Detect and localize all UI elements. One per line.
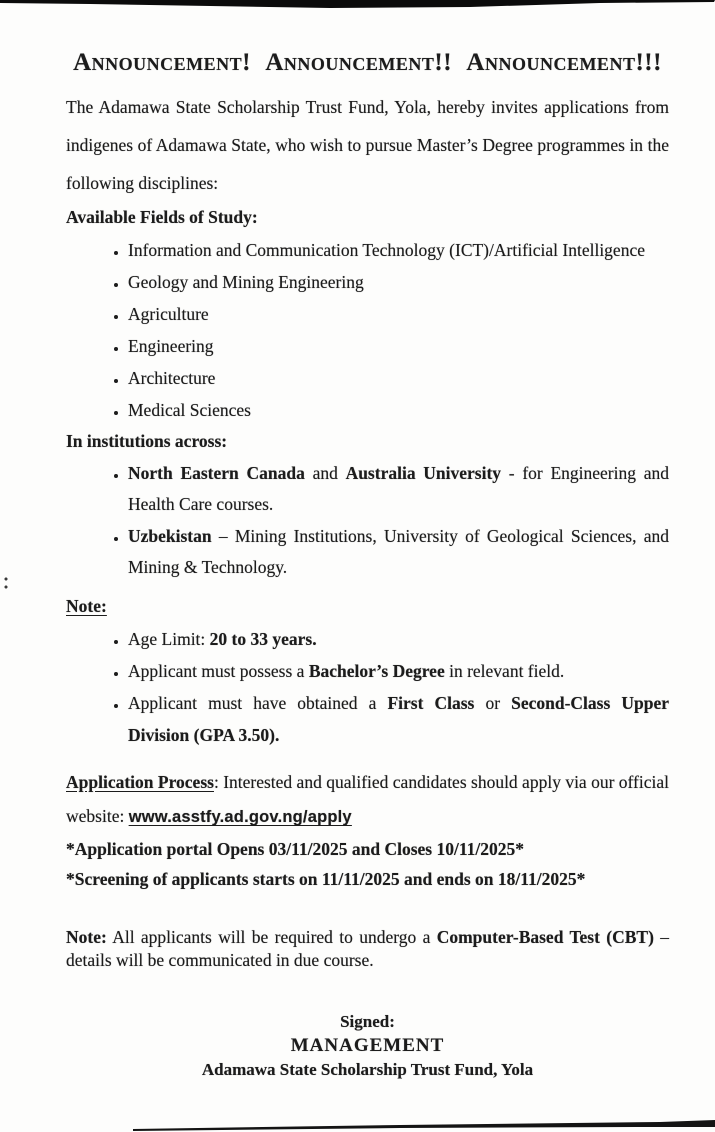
organization-name: Adamawa State Scholarship Trust Fund, Yola [201,1060,534,1079]
note-item: • Applicant must possess a Bachelor’s Degree in relevant field. [128,655,669,687]
note-item: • Age Limit: 20 to 33 years. [128,623,669,655]
note-heading: Note: [66,596,107,616]
cbt-note-paragraph: Note: All applicants will be required to undergo a Computer-Based Test (CBT) – details will be communicated in due course. [66,927,670,970]
field-item: • Agriculture [128,298,669,330]
scan-smudge-artifact [4,576,8,590]
institutions-heading: In institutions across: [66,431,228,451]
scan-edge-bottom [0,1118,715,1132]
page-title: Announcement! Announcement!! Announcement!!! [73,49,662,76]
intro-paragraph: The Adamawa State Scholarship Trust Fund, Yola, hereby invites applications from indigenes of Adamawa State, who wish to pursue Master’s Degree programmes in the following disciplines: [66,97,669,193]
application-paragraph: Application Process: Interested and qualified candidates should apply via our official website: www.asstfy.ad.gov.ng/apply [66,772,669,826]
application-process-heading: Application Process [66,772,214,792]
portal-dates-line: *Application portal Opens 03/11/2025 and Closes 10/11/2025* [66,839,524,859]
field-item: • Architecture [128,362,669,394]
cbt-note-label: Note: [66,927,107,947]
field-item: • Medical Sciences [128,394,669,426]
note-item: • Applicant must have obtained a First Class or Second-Class Upper Division (GPA 3.50). [128,687,669,751]
fields-heading: Available Fields of Study: [66,207,258,227]
note-list [66,623,669,751]
institution-item: • North Eastern Canada and Australia University - for Engineering and Health Care courses. [128,458,669,520]
institutions-list [66,458,669,583]
website-url: www.asstfy.ad.gov.ng/apply [128,808,352,826]
management-label: MANAGEMENT [290,1035,445,1056]
scan-edge-top [0,0,715,10]
institution-item: • Uzbekistan – Mining Institutions, University of Geological Sciences, and Mining & Technology. [128,521,669,583]
signed-label: Signed: [340,1012,395,1031]
field-item: • Geology and Mining Engineering [128,266,669,298]
fields-list [66,234,669,426]
field-item: • Information and Communication Technology (ICT)/Artificial Intelligence [128,234,669,266]
field-item: • Engineering [128,330,669,362]
signature-block [66,1010,669,1081]
screening-dates-line: *Screening of applicants starts on 11/11/2025 and ends on 18/11/2025* [66,869,586,889]
